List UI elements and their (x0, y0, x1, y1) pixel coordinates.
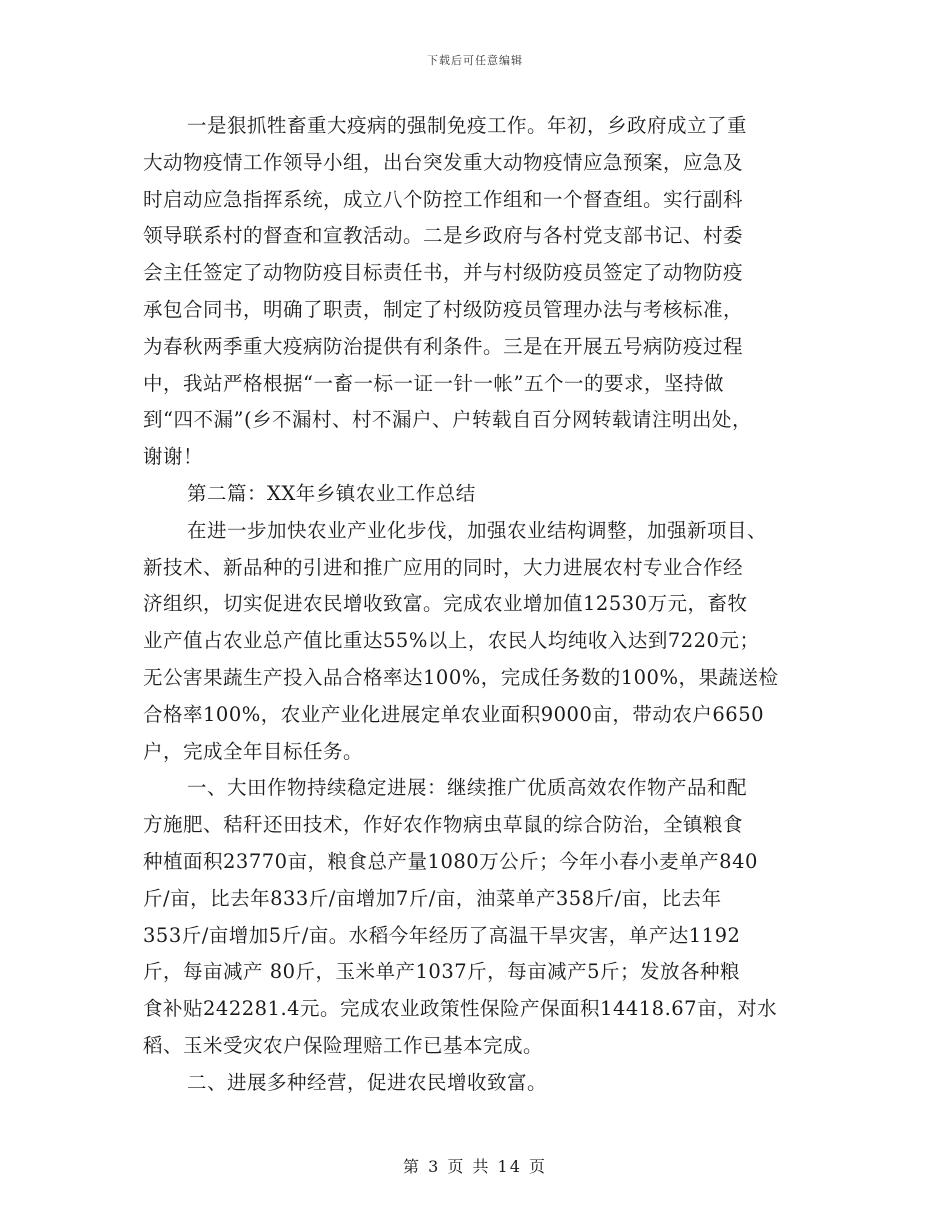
paragraph-line: 会主任签定了动物防疫目标责任书，并与村级防疫员签定了动物防疫 (143, 261, 744, 285)
paragraph-line: 斤，每亩减产 80斤，玉米单产1037斤，每亩减产5斤；发放各种粮 (143, 960, 741, 984)
paragraph-line: 大动物疫情工作领导小组，出台突发重大动物疫情应急预案，应急及 (143, 150, 744, 174)
paragraph-line: 户，完成全年目标任务。 (143, 739, 364, 763)
paragraph-line: 业产值占农业总产值比重达55%以上，农民人均纯收入达到7220元； (143, 629, 760, 653)
paragraph-line: 济组织，切实促进农民增收致富。完成农业增加值12530万元，畜牧 (143, 592, 748, 616)
paragraph-line: 稻、玉米受灾农户保险理赔工作已基本完成。 (143, 1033, 544, 1057)
paragraph-line: 一是狠抓牲畜重大疫病的强制免疫工作。年初，乡政府成立了重 (187, 114, 748, 137)
paragraph-line: 二、进展多种经营，促进农民增收致富。 (187, 1070, 548, 1094)
paragraph-line: 一、大田作物持续稳定进展：继续推广优质高效农作物产品和配 (187, 776, 748, 800)
paragraph-line: 到“四不漏”(乡不漏村、村不漏户、户转载自百分网转载请注明出处， (143, 408, 753, 432)
page-header: 下载后可任意编辑 (427, 54, 523, 67)
paragraph-line: 领导联系村的督查和宣教活动。二是乡政府与各村党支部书记、村委 (143, 224, 744, 248)
paragraph-line: 中，我站严格根据“一畜一标一证一针一帐”五个一的要求，坚持做 (143, 371, 724, 395)
paragraph-line: 新技术、新品种的引进和推广应用的同时，大力进展农村专业合作经 (143, 555, 744, 579)
paragraph-line: 谢谢！ (143, 445, 204, 469)
section-title: 第二篇：XX年乡镇农业工作总结 (187, 481, 476, 505)
paragraph-line: 方施肥、秸秆还田技术，作好农作物病虫草鼠的综合防治，全镇粮食 (143, 813, 744, 837)
paragraph-line: 无公害果蔬生产投入品合格率达100%，完成任务数的100%，果蔬送检 (143, 665, 779, 689)
page-number: 第 3 页 共 14 页 (403, 1157, 547, 1176)
paragraph-line: 353斤/亩增加5斤/亩。水稻今年经历了高温干旱灾害，单产达1192 (143, 923, 741, 947)
document-body (143, 108, 823, 1102)
paragraph-line: 合格率100%，农业产业化进展定单农业面积9000亩，带动农户6650 (143, 702, 765, 726)
paragraph-line: 承包合同书，明确了职责，制定了村级防疫员管理办法与考核标准， (143, 297, 744, 321)
paragraph-line: 种植面积23770亩，粮食总产量1080万公斤；今年小春小麦单产840 (143, 849, 758, 873)
paragraph-line: 时启动应急指挥系统，成立八个防控工作组和一个督查组。实行副科 (143, 187, 744, 211)
paragraph-line: 食补贴242281.4元。完成农业政策性保险产保面积14418.67亩，对水 (143, 997, 778, 1021)
paragraph-line: 斤/亩，比去年833斤/亩增加7斤/亩，油菜单产358斤/亩，比去年 (143, 886, 722, 910)
paragraph-line: 在进一步加快农业产业化步伐，加强农业结构调整，加强新项目、 (187, 518, 768, 542)
paragraph-line: 为春秋两季重大疫病防治提供有利条件。三是在开展五号病防疫过程 (143, 334, 744, 358)
